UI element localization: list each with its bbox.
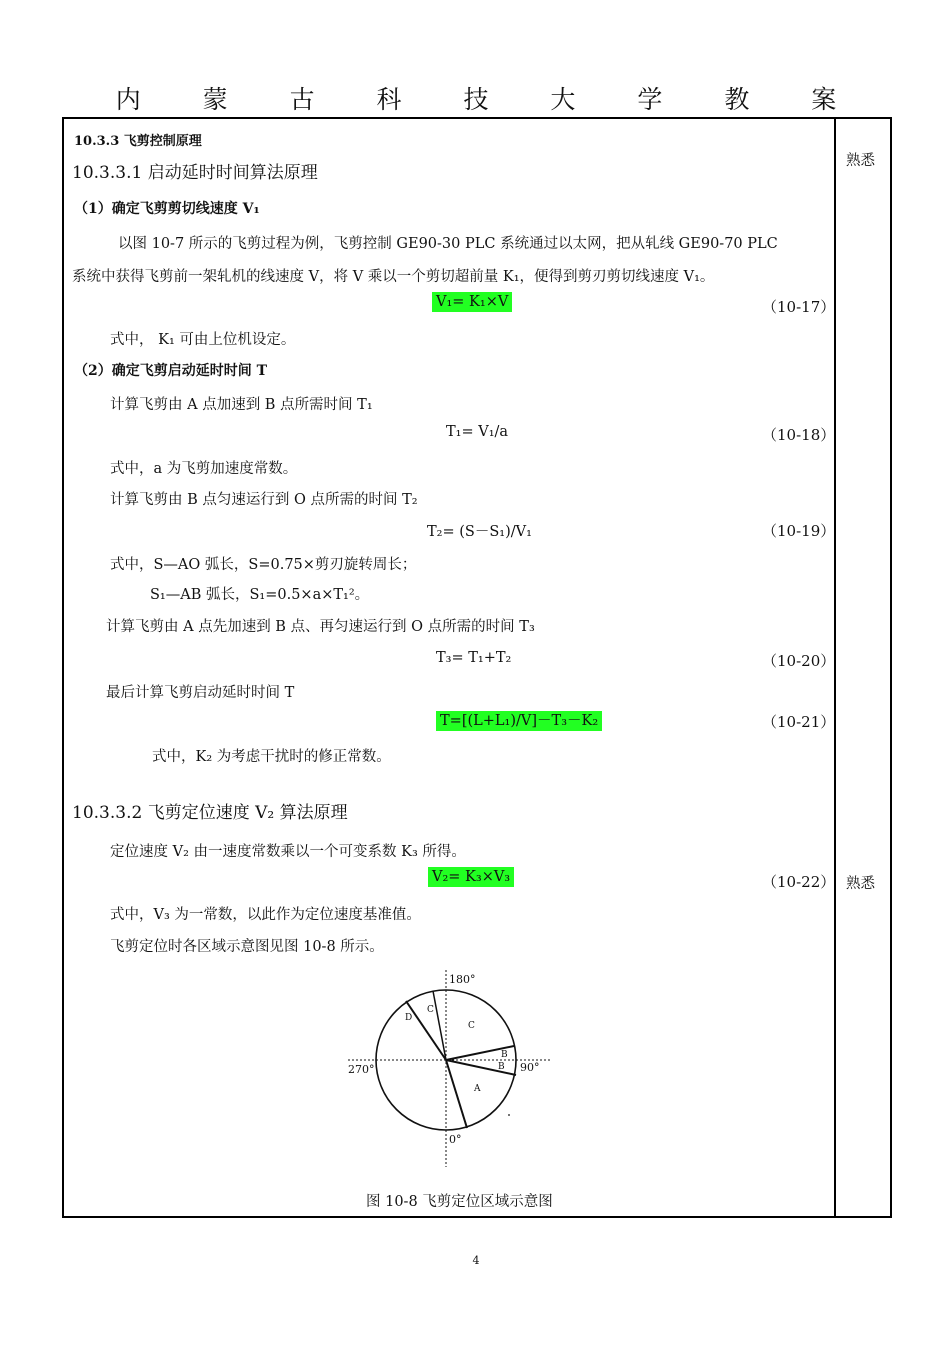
angle-label-270: 270° [348,1063,375,1076]
page-number: 4 [472,1254,480,1267]
section-heading-10-3-3-2: 10.3.3.2 飞剪定位速度 V₂ 算法原理 [72,803,348,823]
subheading-2: （2）确定飞剪启动延时时间 T [74,363,268,379]
region-label-a: A [474,1084,481,1094]
subheading-1: （1）确定飞剪剪切线速度 V₁ [74,201,260,217]
page-title: 内 蒙 古 科 技 大 学 教 案 [115,85,864,114]
equation-10-20: T₃= T₁+T₂ [436,650,512,666]
figure-caption: 图 10-8 飞剪定位区域示意图 [366,1194,553,1210]
paragraph-11: 定位速度 V₂ 由一速度常数乘以一个可变系数 K₃ 所得。 [110,844,466,860]
sidebar-note-familiarize-2: 熟悉 [846,876,875,892]
region-label-b-lower: B [498,1062,505,1072]
boundary-line-a [446,1060,467,1128]
region-label-d: D [405,1013,413,1023]
equation-10-21: T=[(L+L₁)/V]－T₃－K₂ [436,711,602,731]
equation-number-10-17: （10-17） [762,298,836,316]
angle-label-180: 180° [449,973,476,986]
paragraph-3: 计算飞剪由 A 点加速到 B 点所需时间 T₁ [110,397,373,413]
paragraph-7: S₁—AB 弧长，S₁=0.5×a×T₁²。 [150,587,370,603]
equation-number-10-18: （10-18） [762,426,836,444]
equation-number-10-20: （10-20） [762,652,836,670]
paragraph-12: 式中，V₃ 为一常数，以此作为定位速度基准值。 [110,907,421,923]
region-label-b-upper: B [501,1050,508,1060]
angle-label-90: 90° [520,1061,540,1074]
paragraph-6: 式中，S—AO 弧长，S=0.75×剪刃旋转周长； [110,557,417,573]
paragraph-5: 计算飞剪由 B 点匀速运行到 O 点所需的时间 T₂ [110,492,418,508]
paragraph-13: 飞剪定位时各区域示意图见图 10-8 所示。 [110,939,384,955]
sidebar-note-familiarize: 熟悉 [846,153,875,169]
section-heading-10-3-3: 10.3.3 飞剪控制原理 [74,134,202,149]
region-label-c-small: C [427,1005,434,1015]
equation-10-18: T₁= V₁/a [446,424,509,440]
flying-shear-positioning-diagram [342,965,562,1170]
equation-number-10-21: （10-21） [762,713,836,731]
paragraph-9: 最后计算飞剪启动延时时间 T [106,685,295,701]
equation-10-22: V₂= K₃×V₃ [428,867,514,887]
equation-number-10-22: （10-22） [762,873,836,891]
paragraph-2: 式中， K₁ 可由上位机设定。 [110,332,296,348]
equation-10-19: T₂= (S－S₁)/V₁ [427,524,532,540]
paragraph-10: 式中，K₂ 为考虑干扰时的修正常数。 [152,749,391,765]
paragraph-1b: 系统中获得飞剪前一架轧机的线速度 V，将 V 乘以一个剪切超前量 K₁，便得到剪刃剪切线速度 V₁。 [72,269,715,285]
small-dot-mark [508,1114,510,1116]
boundary-line-b-lower [446,1060,516,1075]
paragraph-8: 计算飞剪由 A 点先加速到 B 点、再匀速运行到 O 点所需的时间 T₃ [106,619,535,635]
section-heading-10-3-3-1: 10.3.3.1 启动延时时间算法原理 [72,163,318,183]
paragraph-4: 式中，a 为飞剪加速度常数。 [110,461,298,477]
equation-number-10-19: （10-19） [762,522,836,540]
equation-10-17: V₁= K₁×V [432,292,512,312]
region-label-c-large: C [468,1021,475,1031]
paragraph-1a: 以图 10-7 所示的飞剪过程为例，飞剪控制 GE90-30 PLC 系统通过以太网，把从轧线 GE90-70 PLC [118,236,778,252]
angle-label-0: 0° [449,1133,462,1146]
